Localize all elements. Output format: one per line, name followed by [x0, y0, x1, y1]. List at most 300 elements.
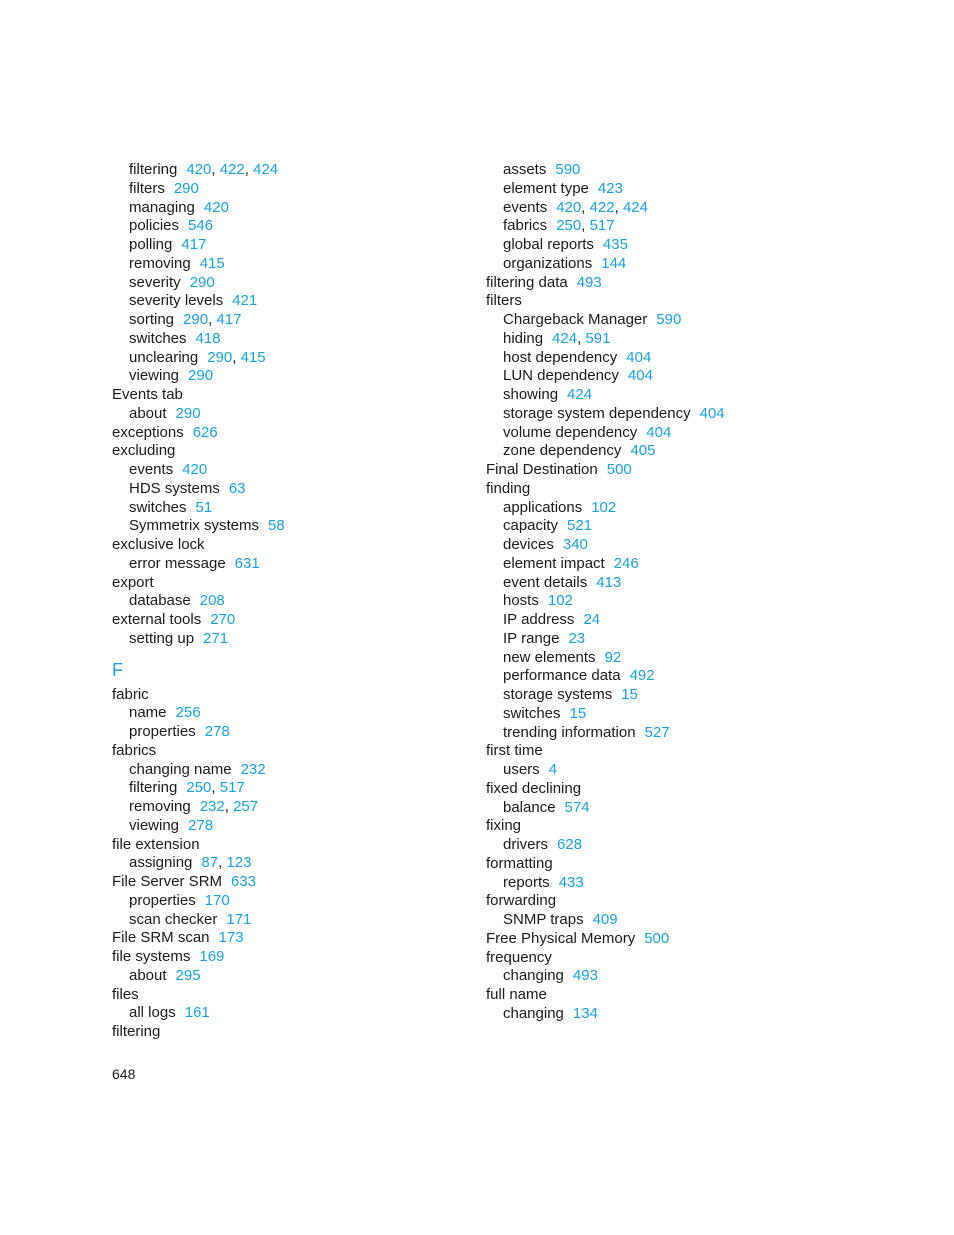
page-link[interactable]: 420: [186, 161, 212, 178]
index-term: polling: [129, 236, 173, 253]
index-entry: [486, 930, 846, 949]
page-refs: [700, 405, 725, 422]
page-link[interactable]: 58: [268, 517, 285, 535]
index-subentry: [112, 217, 462, 236]
page-refs: [196, 499, 213, 516]
page-link[interactable]: 424: [567, 386, 593, 403]
index-entry: [486, 780, 846, 799]
index-term: about: [129, 966, 167, 984]
page-refs: [621, 686, 638, 703]
page-link[interactable]: 415: [240, 348, 266, 366]
page-refs: [176, 405, 201, 422]
page-refs: [598, 180, 623, 197]
index-entry: [112, 386, 462, 405]
page-link[interactable]: 493: [576, 273, 602, 291]
index-entry: [112, 873, 462, 892]
page-refs: [549, 761, 557, 778]
index-term: changing name: [129, 760, 232, 778]
index-entry: [112, 424, 462, 443]
page-link[interactable]: 92: [604, 648, 622, 666]
index-term: exceptions: [112, 423, 184, 441]
page-link[interactable]: 290: [173, 179, 199, 197]
page-link[interactable]: 51: [195, 498, 213, 516]
index-entry: [112, 948, 462, 967]
index-entry: [112, 929, 462, 948]
index-term: formatting: [486, 854, 553, 872]
page-link[interactable]: 435: [602, 236, 628, 253]
index-term: properties: [129, 723, 196, 740]
index-term: storage systems: [503, 686, 613, 703]
index-term: IP range: [503, 629, 560, 647]
index-term: Symmetrix systems: [129, 517, 260, 535]
index-subentry: [112, 480, 462, 499]
index-term: fixed declining: [486, 779, 582, 797]
page-refs: [201, 854, 251, 871]
page-link[interactable]: 4: [548, 761, 558, 778]
page-link[interactable]: 420: [203, 198, 229, 216]
page-refs: [183, 311, 241, 328]
index-term: fixing: [486, 817, 522, 835]
page-link[interactable]: 628: [557, 836, 583, 853]
page-refs: [181, 236, 206, 253]
index-subentry: [486, 330, 846, 349]
page-link[interactable]: 413: [596, 573, 622, 591]
index-subentry: [486, 367, 846, 386]
index-subentry: [112, 630, 462, 649]
index-subentry: [112, 817, 462, 836]
page-ref-separator: ,: [211, 779, 220, 797]
page-link[interactable]: 295: [175, 966, 201, 984]
index-entry: [112, 1023, 462, 1042]
page-link[interactable]: 418: [195, 329, 221, 347]
page-link[interactable]: 433: [558, 873, 584, 891]
index-term: hosts: [503, 592, 539, 610]
index-subentry: [112, 367, 462, 386]
index-subentry: [486, 255, 846, 274]
page-link[interactable]: 102: [591, 498, 617, 516]
index-subentry: [112, 723, 462, 742]
index-term: properties: [129, 891, 196, 909]
page-link[interactable]: 173: [218, 929, 244, 947]
page-refs: [199, 948, 224, 965]
index-subentry: [112, 405, 462, 424]
index-term: removing: [129, 798, 191, 815]
page-link[interactable]: 278: [188, 816, 214, 834]
index-subentry: [486, 574, 846, 593]
index-term: name: [129, 704, 167, 722]
index-entry: [112, 742, 462, 761]
index-subentry: [486, 161, 846, 180]
index-subentry: [486, 874, 846, 893]
page-refs: [188, 217, 213, 234]
page-ref-separator: ,: [581, 198, 590, 216]
index-term: fabrics: [503, 217, 548, 235]
page-refs: [200, 255, 225, 272]
page-link[interactable]: 102: [547, 592, 573, 610]
index-subentry: [486, 405, 846, 424]
page-refs: [596, 574, 621, 591]
page-refs: [556, 199, 648, 216]
index-term: drivers: [503, 836, 549, 853]
page-link[interactable]: 546: [188, 217, 214, 235]
page-link[interactable]: 290: [207, 348, 233, 366]
index-term: managing: [129, 198, 195, 216]
index-term: global reports: [503, 236, 594, 253]
page-link[interactable]: 424: [552, 329, 578, 347]
index-entry: [112, 686, 462, 705]
page-link[interactable]: 208: [199, 592, 225, 610]
page-link[interactable]: 500: [644, 929, 670, 947]
page-refs: [603, 236, 628, 253]
page-refs: [605, 649, 622, 666]
index-term: filtering data: [486, 273, 568, 291]
index-term: first time: [486, 742, 543, 760]
index-subentry: [486, 630, 846, 649]
page-link[interactable]: 278: [204, 723, 230, 740]
page-link[interactable]: 591: [585, 329, 611, 347]
index-entry: [486, 892, 846, 911]
page-refs: [205, 723, 230, 740]
page-ref-separator: ,: [581, 217, 590, 235]
page-link[interactable]: 23: [568, 629, 586, 647]
page-link[interactable]: 170: [204, 891, 230, 909]
index-subentry: [486, 180, 846, 199]
index-subentry: [112, 704, 462, 723]
page-refs: [235, 555, 260, 572]
page-refs: [577, 274, 602, 291]
page-number: 648: [112, 1066, 136, 1082]
index-subentry: [112, 292, 462, 311]
index-term: organizations: [503, 254, 593, 272]
index-term: SNMP traps: [503, 911, 584, 928]
page-refs: [231, 873, 256, 890]
page-link[interactable]: 521: [567, 517, 593, 535]
page-refs: [601, 255, 626, 272]
index-term: devices: [503, 536, 554, 553]
page-refs: [573, 1005, 598, 1022]
index-term: capacity: [503, 517, 559, 535]
index-subentry: [486, 517, 846, 536]
index-subentry: [486, 199, 846, 218]
page-link[interactable]: 290: [183, 311, 209, 328]
page-refs: [176, 704, 201, 721]
page-link[interactable]: 250: [186, 779, 212, 797]
page-ref-separator: ,: [577, 329, 586, 347]
page-link[interactable]: 517: [219, 779, 245, 797]
page-link[interactable]: 246: [613, 554, 639, 572]
page-link[interactable]: 417: [216, 311, 242, 328]
index-subentry: [486, 217, 846, 236]
page-link[interactable]: 87: [201, 854, 219, 872]
page-refs: [188, 367, 213, 384]
page-link[interactable]: 422: [219, 161, 245, 178]
page-refs: [188, 817, 213, 834]
page-refs: [190, 274, 215, 291]
page-link[interactable]: 134: [572, 1004, 598, 1022]
page-link[interactable]: 420: [182, 461, 208, 478]
index-subentry: [486, 967, 846, 986]
page-refs: [567, 517, 592, 534]
index-term: assets: [503, 161, 547, 178]
page-refs: [185, 1004, 210, 1021]
page-refs: [645, 724, 670, 741]
page-link[interactable]: 423: [597, 179, 623, 197]
index-term: switches: [503, 704, 561, 722]
page-refs: [567, 386, 592, 403]
index-subentry: [112, 911, 462, 930]
index-term: fabrics: [112, 741, 157, 759]
page-refs: [210, 611, 235, 628]
index-subentry: [486, 555, 846, 574]
page-link[interactable]: 171: [226, 910, 252, 928]
page-link[interactable]: 404: [626, 348, 652, 366]
index-subentry: [112, 555, 462, 574]
index-term: unclearing: [129, 348, 199, 366]
index-entry: [486, 742, 846, 761]
page-link[interactable]: 271: [203, 629, 229, 647]
page-refs: [200, 592, 225, 609]
page-refs: [614, 555, 639, 572]
page-ref-separator: ,: [244, 161, 254, 178]
page-link[interactable]: 63: [228, 479, 246, 497]
page-link[interactable]: 417: [181, 236, 207, 253]
index-term: frequency: [486, 948, 552, 966]
index-subentry: [112, 1004, 462, 1023]
index-entry: [486, 274, 846, 293]
page-link[interactable]: 527: [644, 723, 670, 741]
page-link[interactable]: 15: [621, 686, 638, 703]
page-link[interactable]: 270: [210, 611, 236, 628]
index-term: applications: [503, 498, 583, 516]
index-term: switches: [129, 329, 187, 347]
page-refs: [203, 630, 228, 647]
index-term: severity: [129, 273, 181, 291]
page-link[interactable]: 424: [622, 198, 648, 216]
page-link[interactable]: 290: [175, 404, 201, 422]
page-link[interactable]: 161: [184, 1004, 210, 1022]
index-term: policies: [129, 217, 180, 235]
page-refs: [174, 180, 199, 197]
index-column-right: [486, 161, 846, 1024]
page-link[interactable]: 631: [234, 554, 260, 572]
page-refs: [205, 892, 230, 909]
page-link[interactable]: 290: [188, 367, 214, 385]
page-refs: [656, 311, 681, 328]
index-subentry: [486, 836, 846, 855]
index-term: excluding: [112, 442, 176, 460]
index-term: setting up: [129, 629, 195, 647]
page-refs: [570, 705, 587, 722]
page-link[interactable]: 404: [699, 404, 725, 422]
index-subentry: [486, 799, 846, 818]
index-entry: [486, 817, 846, 836]
page-link[interactable]: 590: [656, 311, 682, 328]
page-link[interactable]: 409: [592, 911, 618, 928]
page-refs: [226, 911, 251, 928]
page-link[interactable]: 626: [192, 423, 218, 441]
index-term: fabric: [112, 685, 149, 703]
page-refs: [232, 292, 257, 309]
index-term: filtering: [129, 779, 178, 797]
index-term: Final Destination: [486, 461, 598, 478]
index-subentry: [486, 311, 846, 330]
page-link[interactable]: 144: [601, 254, 627, 272]
section-letter: F: [112, 659, 123, 680]
page-link[interactable]: 405: [630, 442, 656, 460]
index-subentry: [486, 236, 846, 255]
page-link[interactable]: 492: [629, 667, 655, 685]
index-term: element impact: [503, 554, 605, 572]
index-term: files: [112, 985, 139, 1003]
index-term: all logs: [129, 1004, 176, 1022]
page-link[interactable]: 24: [583, 611, 601, 628]
index-term: viewing: [129, 816, 180, 834]
page-link[interactable]: 232: [199, 798, 225, 815]
page-refs: [204, 199, 229, 216]
page-refs: [196, 330, 221, 347]
index-term: finding: [486, 479, 531, 497]
index-subentry: [112, 349, 462, 368]
page-link[interactable]: 15: [569, 704, 587, 722]
page-link[interactable]: 590: [555, 161, 581, 178]
index-subentry: [486, 705, 846, 724]
page-link[interactable]: 169: [199, 948, 225, 965]
index-subentry: [112, 330, 462, 349]
page-refs: [186, 161, 278, 178]
index-subentry: [112, 255, 462, 274]
page-ref-separator: ,: [614, 198, 623, 216]
index-entry: [486, 986, 846, 1005]
index-entry: [486, 949, 846, 968]
page-link[interactable]: 424: [253, 161, 279, 178]
page-link[interactable]: 232: [240, 760, 266, 778]
page-refs: [268, 517, 285, 534]
index-term: forwarding: [486, 892, 557, 910]
index-term: events: [129, 461, 174, 478]
index-entry: [112, 611, 462, 630]
page-refs: [626, 349, 651, 366]
index-subentry: [112, 517, 462, 536]
page-link[interactable]: 123: [226, 854, 252, 872]
page-link[interactable]: 256: [175, 704, 201, 722]
index-term: assigning: [129, 854, 193, 872]
page-link[interactable]: 574: [564, 798, 590, 816]
page-refs: [563, 536, 588, 553]
index-subentry: [486, 911, 846, 930]
index-term: filters: [486, 292, 522, 310]
page-refs: [193, 424, 218, 441]
page-link[interactable]: 633: [231, 873, 257, 890]
index-term: export: [112, 573, 154, 591]
page-refs: [176, 967, 201, 984]
page-link[interactable]: 421: [232, 292, 258, 310]
index-term: switches: [129, 498, 187, 516]
index-term: host dependency: [503, 348, 618, 366]
index-term: showing: [503, 386, 559, 403]
page-link[interactable]: 340: [562, 536, 588, 553]
index-term: zone dependency: [503, 442, 622, 460]
index-subentry: [112, 499, 462, 518]
index-term: sorting: [129, 311, 175, 328]
page-refs: [565, 799, 590, 816]
index-term: file systems: [112, 948, 191, 965]
page-link[interactable]: 420: [556, 198, 582, 216]
page-link[interactable]: 250: [556, 217, 582, 235]
index-subentry: [112, 199, 462, 218]
index-subentry: [112, 592, 462, 611]
index-term: filtering: [112, 1023, 161, 1040]
page-refs: [241, 761, 266, 778]
index-subentry: [486, 724, 846, 743]
page-link[interactable]: 257: [233, 798, 259, 815]
index-subentry: [486, 386, 846, 405]
index-subentry: [486, 499, 846, 518]
index-term: external tools: [112, 611, 202, 628]
page-refs: [182, 461, 207, 478]
index-term: volume dependency: [503, 423, 638, 441]
page-refs: [207, 349, 265, 366]
page-refs: [607, 461, 632, 478]
page-ref-separator: ,: [208, 311, 217, 328]
index-term: File SRM scan: [112, 929, 210, 947]
index-subentry: [486, 592, 846, 611]
page-link[interactable]: 404: [646, 423, 672, 441]
index-entry: [486, 855, 846, 874]
index-entry: [486, 292, 846, 311]
page-link[interactable]: 422: [589, 198, 615, 216]
page-link[interactable]: 517: [589, 217, 615, 235]
index-term: File Server SRM: [112, 873, 223, 890]
page-refs: [568, 630, 585, 647]
index-subentry: [112, 461, 462, 480]
index-subentry: [486, 686, 846, 705]
page-refs: [583, 611, 600, 628]
index-term: file extension: [112, 835, 200, 853]
index-term: storage system dependency: [503, 404, 691, 422]
page-refs: [556, 217, 614, 234]
page-refs: [593, 911, 618, 928]
page-refs: [573, 967, 598, 984]
page-refs: [200, 798, 258, 815]
page-link[interactable]: 290: [189, 273, 215, 291]
index-subentry: [486, 667, 846, 686]
index-term: Events tab: [112, 386, 183, 403]
index-term: LUN dependency: [503, 367, 619, 385]
page-refs: [229, 480, 246, 497]
index-term: Chargeback Manager: [503, 311, 648, 328]
page-refs: [644, 930, 669, 947]
index-entry: [486, 480, 846, 499]
index-term: IP address: [503, 611, 575, 628]
page-link[interactable]: 404: [627, 367, 653, 385]
page-refs: [630, 667, 655, 684]
page-link[interactable]: 493: [572, 967, 598, 985]
index-subentry: [112, 274, 462, 293]
page-link[interactable]: 415: [199, 254, 225, 272]
page-refs: [186, 779, 244, 796]
index-term: filters: [129, 179, 165, 197]
index-subentry: [112, 892, 462, 911]
page-refs: [219, 929, 244, 946]
index-term: viewing: [129, 367, 180, 385]
page-refs: [552, 330, 610, 347]
page-link[interactable]: 500: [606, 461, 632, 478]
page-refs: [557, 836, 582, 853]
index-term: removing: [129, 254, 191, 272]
index-subentry: [112, 311, 462, 330]
page-refs: [555, 161, 580, 178]
index-entry: [112, 986, 462, 1005]
